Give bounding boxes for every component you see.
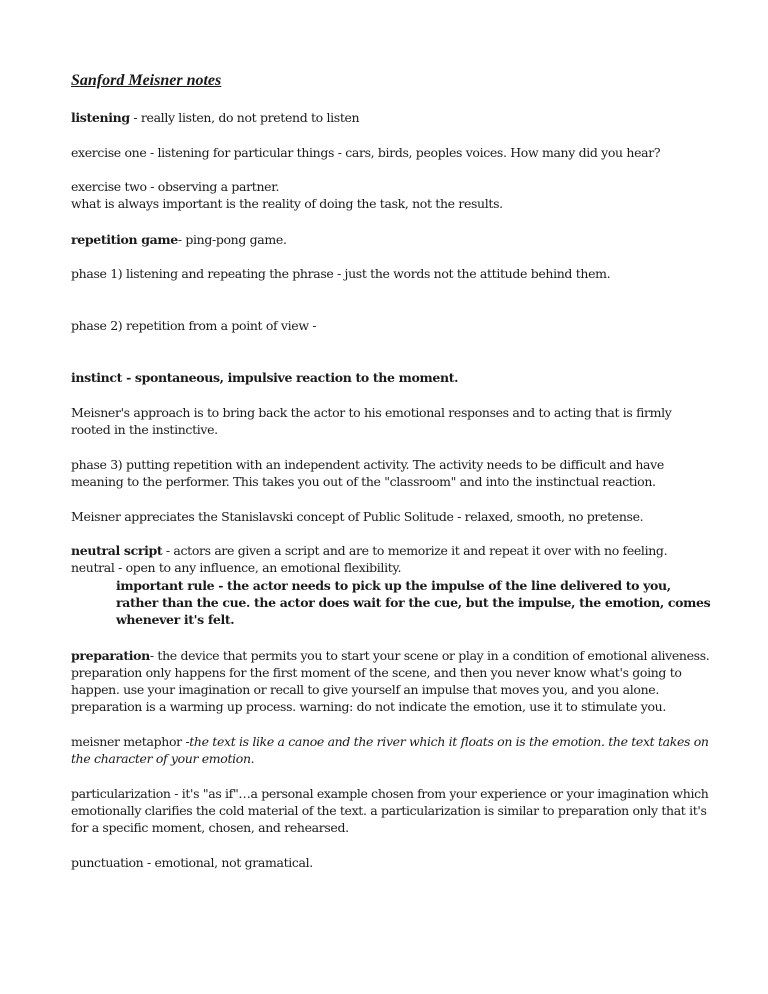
exercise-two-line2: what is always important is the reality of doing the task, not the results. — [71, 196, 503, 211]
public-solitude-note: Meisner appreciates the Stanislavski concept of Public Solitude - relaxed, smooth, no pretense. — [71, 509, 644, 524]
neutral-script-note — [71, 542, 711, 576]
meisner-approach-note: Meisner's approach is to bring back the actor to his emotional responses and to acting that is firmly rooted in the instinctive. — [71, 405, 672, 437]
exercise-two-note — [71, 178, 711, 212]
neutral-script-line1 — [71, 542, 711, 559]
phase1-note: phase 1) listening and repeating the phrase - just the words not the attitude behind them. — [71, 266, 611, 281]
preparation-text: - the device that permits you to start your scene or play in a condition of emotional aliveness. preparation only happens for the first moment of the scene, and then you never know what's going to happen. use your imagination or recall to give yourself an impulse that moves you, and you alone. preparation is a warming up process. warning: do not indicate the emotion, use it to stimulate you. — [71, 648, 710, 714]
listening-text: - really listen, do not pretend to listen — [129, 110, 360, 125]
repetition-game-term: repetition game — [71, 232, 178, 247]
repetition-game-note — [71, 231, 711, 248]
listening-term: listening — [71, 110, 130, 125]
punctuation-note: punctuation - emotional, not gramatical. — [71, 855, 313, 870]
listening-note — [71, 109, 711, 126]
document-title: Sanford Meisner notes — [71, 72, 222, 89]
neutral-script-text: - actors are given a script and are to memorize it and repeat it over with no feeling. — [162, 543, 668, 558]
preparation-note — [71, 647, 711, 715]
phase2-note: phase 2) repetition from a point of view - — [71, 318, 317, 333]
phase3-note: phase 3) putting repetition with an independent activity. The activity needs to be difficult and have meaning to the performer. This takes you out of the "classroom" and into the instinctual reaction. — [71, 457, 664, 489]
neutral-script-term: neutral script — [71, 543, 163, 558]
instinct-note: instinct - spontaneous, impulsive reaction to the moment. — [71, 370, 459, 385]
metaphor-text: the text is like a canoe and the river which it floats on is the emotion. the text takes on the character of your emotion. — [71, 734, 709, 766]
preparation-term: preparation — [71, 648, 150, 663]
metaphor-lead: meisner metaphor - — [71, 734, 190, 749]
metaphor-note — [71, 733, 711, 767]
particularization-note: particularization - it's "as if"…a personal example chosen from your experience or your imagination which emotionally clarifies the cold material of the text. a particularization is similar to preparation only that it's for a specific moment, chosen, and rehearsed. — [71, 786, 709, 835]
exercise-two-line1: exercise two - observing a partner. — [71, 179, 280, 194]
important-rule-note: important rule - the actor needs to pick up the impulse of the line delivered to you, rather than the cue. the actor does wait for the cue, but the impulse, the emotion, comes whenever it's felt. — [116, 578, 711, 627]
repetition-game-text: - ping-pong game. — [177, 232, 287, 247]
neutral-line: neutral - open to any influence, an emotional flexibility. — [71, 560, 402, 575]
exercise-one-note: exercise one - listening for particular things - cars, birds, peoples voices. How many did you hear? — [71, 145, 661, 160]
